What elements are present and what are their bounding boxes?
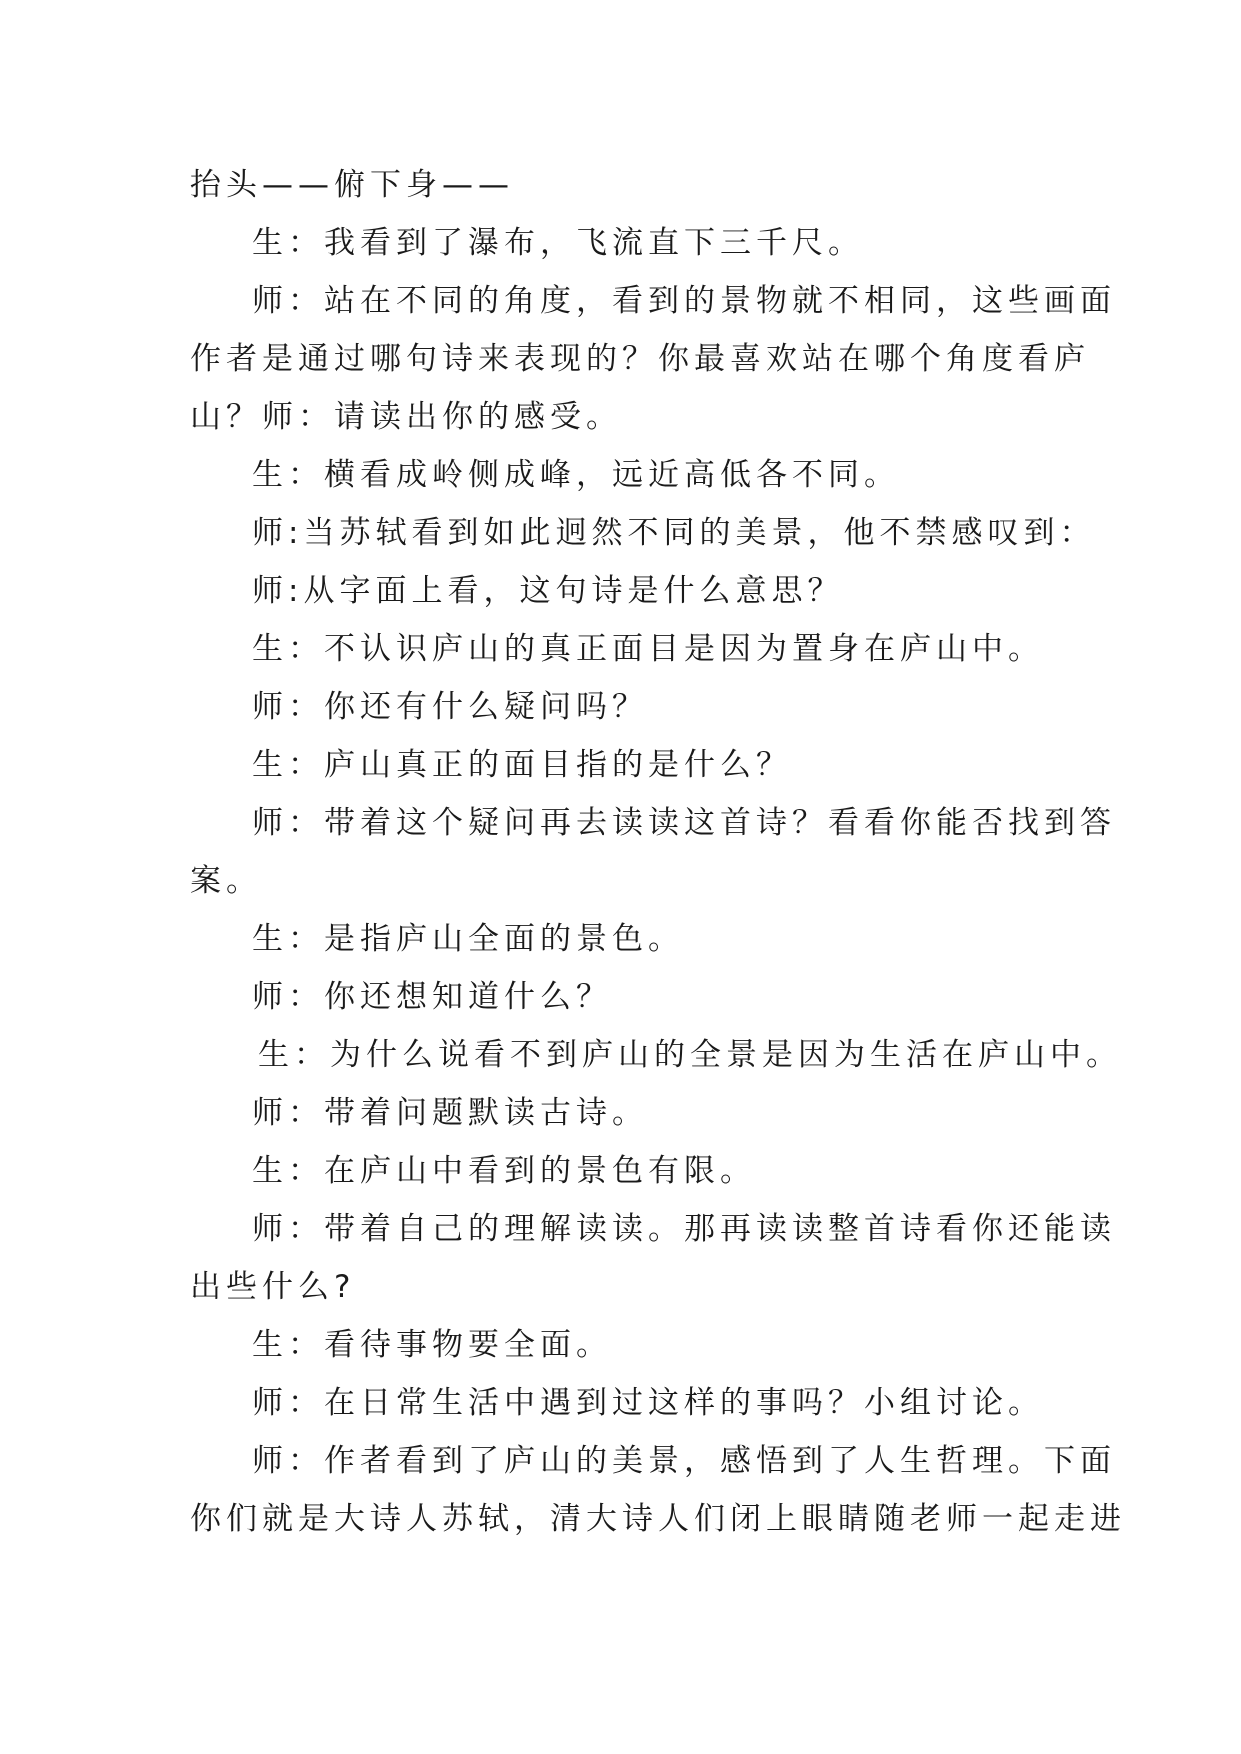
text-line: 师：你还有什么疑问吗？ [252,689,648,725]
text-line: 师：站在不同的角度，看到的景物就不相同，这些画面 [252,283,1116,319]
text-line: 师:从字面上看，这句诗是什么意思？ [252,573,844,609]
text-line: 作者是通过哪句诗来表现的？你最喜欢站在哪个角度看庐 [190,341,1090,377]
text-line: 生：我看到了瀑布，飞流直下三千尺。 [252,225,864,261]
text-line: 出些什么? [190,1269,356,1305]
text-line: 生：是指庐山全面的景色。 [252,921,684,957]
text-line: 生：为什么说看不到庐山的全景是因为生活在庐山中。 [258,1037,1122,1073]
text-line: 师：作者看到了庐山的美景，感悟到了人生哲理。下面 [252,1443,1116,1479]
text-line: 抬头——俯下身—— [190,167,514,203]
text-line: 师：带着问题默读古诗。 [252,1095,648,1131]
text-line: 山？师：请读出你的感受。 [190,399,622,435]
text-line: 生：不认识庐山的真正面目是因为置身在庐山中。 [252,631,1044,667]
text-line: 师：带着这个疑问再去读读这首诗？看看你能否找到答 [252,805,1116,841]
text-line: 你们就是大诗人苏轼，清大诗人们闭上眼睛随老师一起走进 [190,1501,1126,1537]
text-line: 师：你还想知道什么？ [252,979,612,1015]
text-line: 生：在庐山中看到的景色有限。 [252,1153,756,1189]
text-line: 生：庐山真正的面目指的是什么？ [252,747,792,783]
text-line: 师:当苏轼看到如此迥然不同的美景，他不禁感叹到： [252,515,1096,551]
text-line: 生：看待事物要全面。 [252,1327,612,1363]
text-line: 案。 [190,863,262,899]
text-line: 师：带着自己的理解读读。那再读读整首诗看你还能读 [252,1211,1116,1247]
text-line: 生：横看成岭侧成峰，远近高低各不同。 [252,457,900,493]
text-line: 师：在日常生活中遇到过这样的事吗？小组讨论。 [252,1385,1044,1421]
